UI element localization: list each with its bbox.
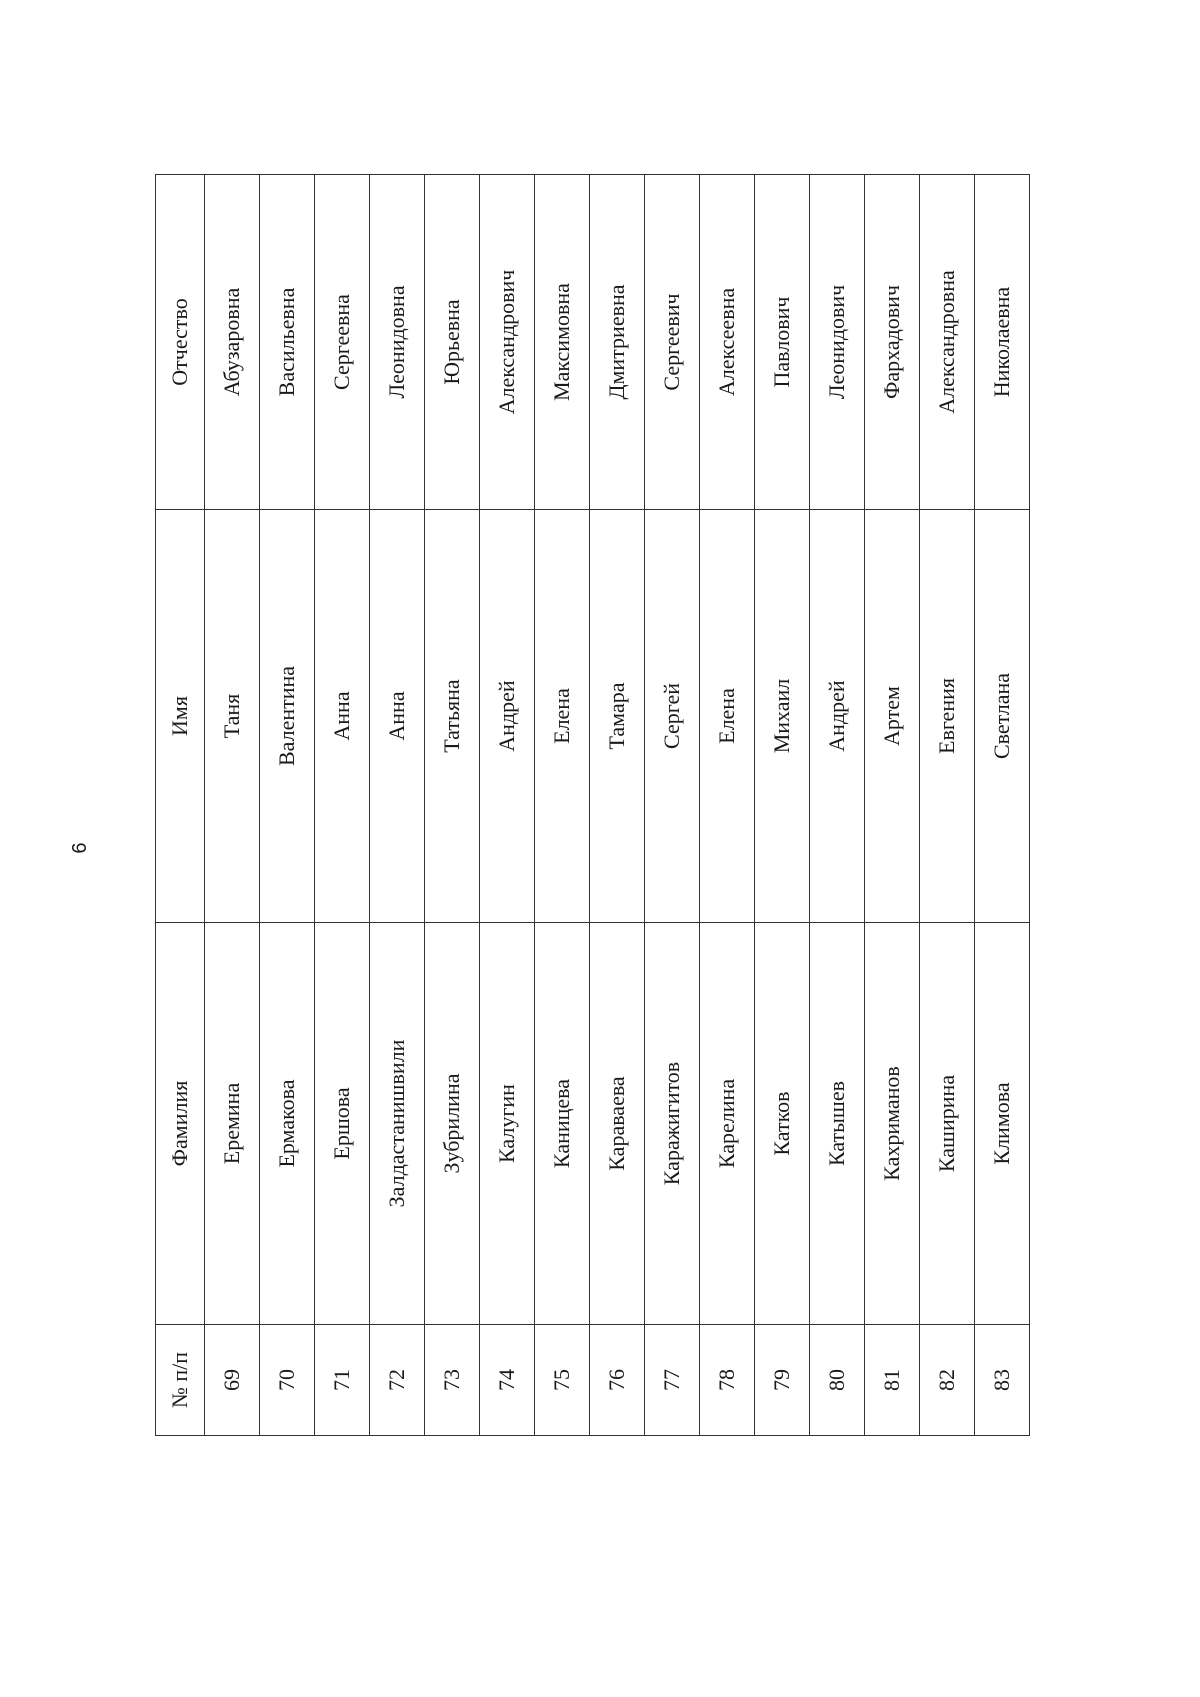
cell-last-name: Катков <box>755 923 810 1325</box>
cell-first-name: Сергей <box>645 510 700 923</box>
cell-first-name: Елена <box>535 510 590 923</box>
header-last-name: Фамилия <box>156 923 205 1325</box>
table-row <box>865 175 920 1436</box>
table-row <box>260 175 315 1436</box>
header-first-name: Имя <box>156 510 205 923</box>
table-row <box>370 175 425 1436</box>
cell-last-name: Климова <box>975 923 1030 1325</box>
table-row <box>480 175 535 1436</box>
cell-last-name: Кахриманов <box>865 923 920 1325</box>
cell-patronymic: Юрьевна <box>425 175 480 510</box>
cell-patronymic: Сергеевич <box>645 175 700 510</box>
table-row <box>535 175 590 1436</box>
cell-patronymic: Абузаровна <box>205 175 260 510</box>
cell-number: 72 <box>370 1325 425 1436</box>
cell-last-name: Калугин <box>480 923 535 1325</box>
cell-number: 70 <box>260 1325 315 1436</box>
cell-last-name: Ершова <box>315 923 370 1325</box>
cell-last-name: Карелина <box>700 923 755 1325</box>
cell-first-name: Анна <box>370 510 425 923</box>
cell-first-name: Андрей <box>810 510 865 923</box>
cell-last-name: Ермакова <box>260 923 315 1325</box>
cell-number: 77 <box>645 1325 700 1436</box>
page-number: 6 <box>69 842 91 854</box>
header-patronymic: Отчество <box>156 175 205 510</box>
cell-first-name: Андрей <box>480 510 535 923</box>
cell-last-name: Катышев <box>810 923 865 1325</box>
table-row <box>975 175 1030 1436</box>
cell-number: 74 <box>480 1325 535 1436</box>
cell-last-name: Каражигитов <box>645 923 700 1325</box>
rotated-table-frame <box>155 175 1014 1436</box>
cell-patronymic: Николаевна <box>975 175 1030 510</box>
cell-number: 69 <box>205 1325 260 1436</box>
cell-patronymic: Леонидович <box>810 175 865 510</box>
cell-number: 79 <box>755 1325 810 1436</box>
cell-first-name: Анна <box>315 510 370 923</box>
cell-first-name: Светлана <box>975 510 1030 923</box>
table-row <box>590 175 645 1436</box>
cell-number: 81 <box>865 1325 920 1436</box>
table-row <box>920 175 975 1436</box>
cell-first-name: Михаил <box>755 510 810 923</box>
cell-last-name: Каницева <box>535 923 590 1325</box>
table-row <box>645 175 700 1436</box>
cell-first-name: Артем <box>865 510 920 923</box>
cell-first-name: Татьяна <box>425 510 480 923</box>
cell-patronymic: Александровна <box>920 175 975 510</box>
cell-first-name: Таня <box>205 510 260 923</box>
table-row <box>315 175 370 1436</box>
cell-last-name: Залдастанишвили <box>370 923 425 1325</box>
cell-number: 78 <box>700 1325 755 1436</box>
cell-first-name: Тамара <box>590 510 645 923</box>
cell-last-name: Еремина <box>205 923 260 1325</box>
table-row <box>755 175 810 1436</box>
cell-last-name: Каширина <box>920 923 975 1325</box>
cell-patronymic: Леонидовна <box>370 175 425 510</box>
cell-patronymic: Фархадович <box>865 175 920 510</box>
cell-patronymic: Дмитриевна <box>590 175 645 510</box>
cell-number: 83 <box>975 1325 1030 1436</box>
cell-number: 76 <box>590 1325 645 1436</box>
cell-last-name: Зубрилина <box>425 923 480 1325</box>
cell-patronymic: Павлович <box>755 175 810 510</box>
table-row <box>810 175 865 1436</box>
cell-patronymic: Сергеевна <box>315 175 370 510</box>
cell-number: 73 <box>425 1325 480 1436</box>
table-header-row <box>156 175 205 1436</box>
cell-number: 80 <box>810 1325 865 1436</box>
cell-number: 75 <box>535 1325 590 1436</box>
table-row <box>205 175 260 1436</box>
cell-number: 82 <box>920 1325 975 1436</box>
cell-patronymic: Александрович <box>480 175 535 510</box>
cell-patronymic: Алексеевна <box>700 175 755 510</box>
names-table <box>155 174 1030 1436</box>
cell-first-name: Елена <box>700 510 755 923</box>
cell-last-name: Караваева <box>590 923 645 1325</box>
table-row <box>700 175 755 1436</box>
cell-first-name: Евгения <box>920 510 975 923</box>
table-container <box>155 175 1014 1436</box>
cell-patronymic: Максимовна <box>535 175 590 510</box>
table-body <box>205 175 1030 1436</box>
table-row <box>425 175 480 1436</box>
header-number: № п/п <box>156 1325 205 1436</box>
cell-first-name: Валентина <box>260 510 315 923</box>
cell-number: 71 <box>315 1325 370 1436</box>
cell-patronymic: Васильевна <box>260 175 315 510</box>
